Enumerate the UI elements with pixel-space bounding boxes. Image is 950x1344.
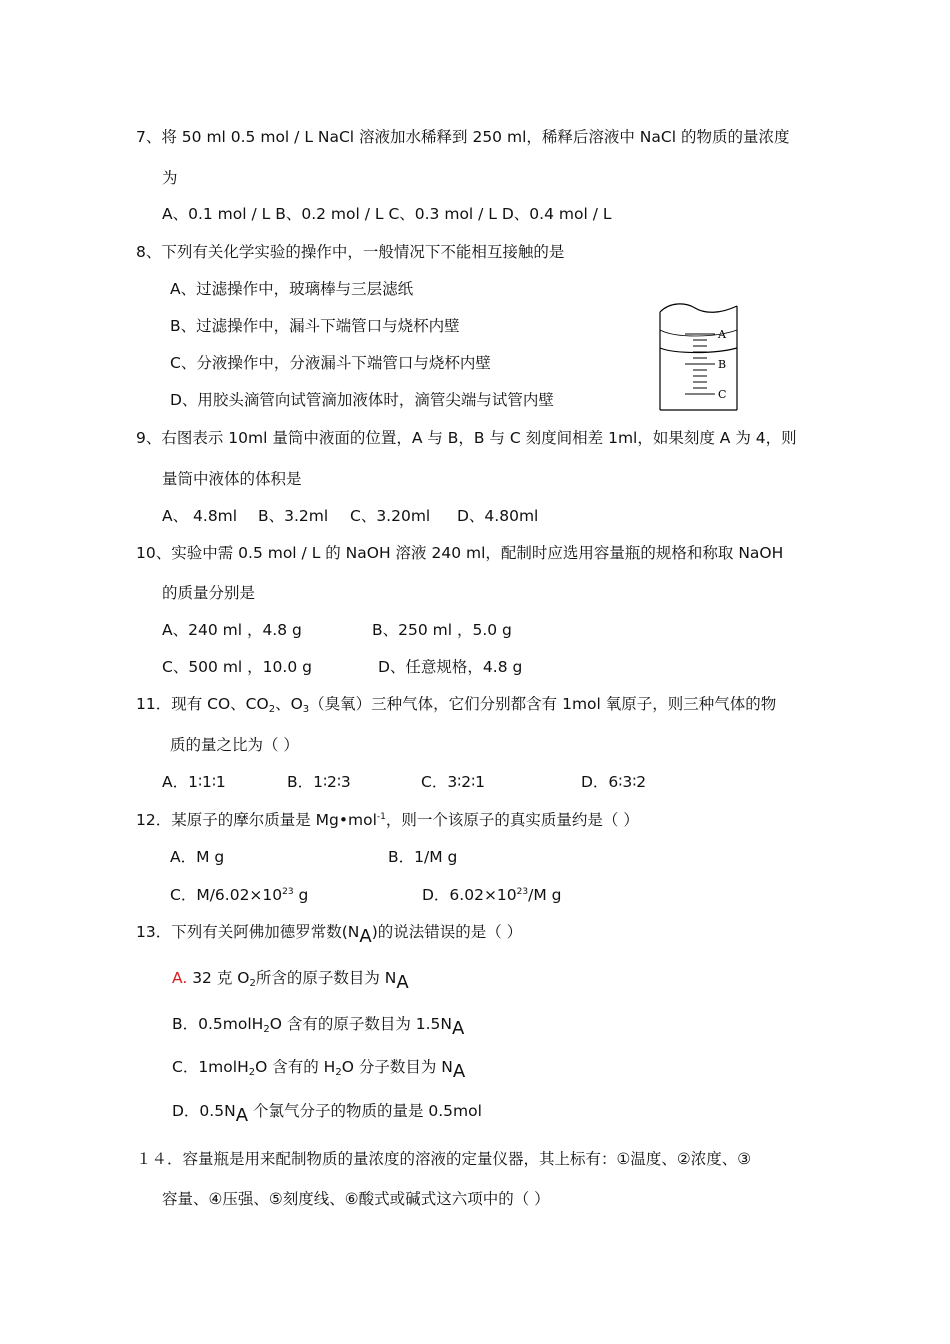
q13-option-d: D．0.5NA 个氯气分子的物质的量是 0.5mol [172, 1102, 482, 1126]
q12-stem: 12．某原子的摩尔质量是 Mg•mol$^{-1}$，则一个该原子的真实质量约是（ ） [136, 811, 639, 829]
scale-label-b: B [718, 358, 727, 371]
q9-option-b: B、3.2ml [258, 507, 329, 525]
q7-stem-line1: 7、将 50 ml 0.5 mol / L NaCl 溶液加水稀释到 250 ml，稀释后溶液中 NaCl 的物质的量浓度 [136, 128, 790, 146]
q11-option-b: B．1∶2∶3 [287, 773, 351, 791]
q10-option-d: D、任意规格，4.8 g [378, 658, 523, 676]
q11-option-c: C．3∶2∶1 [421, 773, 485, 791]
q9-option-d: D、4.80ml [457, 507, 539, 525]
q13-stem: 13．下列有关阿佛加德罗常数(NA)的说法错误的是（ ） [136, 923, 523, 947]
q11-option-d: D．6∶3∶2 [581, 773, 647, 791]
q8-option-b: B、过滤操作中，漏斗下端管口与烧杯内壁 [170, 317, 460, 335]
q12-option-c: C．$M/6.02\times 10^{23}$ g [170, 886, 309, 904]
scale-label-c: C [718, 388, 727, 401]
q8-stem: 8、下列有关化学实验的操作中，一般情况下不能相互接触的是 [136, 243, 565, 261]
scale-marks [685, 334, 715, 394]
q10-option-b: B、250 ml ，5.0 g [372, 621, 512, 639]
q13-option-c: C．1molH$_2$O 含有的 $H_2O$ 分子数目为 NA [172, 1058, 466, 1082]
q7-stem-line2: 为 [162, 169, 178, 187]
scale-label-a: A [718, 328, 726, 341]
q10-stem-line1: 10、实验中需 0.5 mol / L 的 NaOH 溶液 240 ml，配制时应选用容量瓶的规格和称取 NaOH [136, 544, 784, 562]
q10-option-c: C、500 ml ，10.0 g [162, 658, 312, 676]
q12-option-b: B．1/M g [388, 848, 458, 866]
q10-option-a: A、240 ml ，4.8 g [162, 621, 302, 639]
q9-option-a: A、 4.8ml [162, 507, 238, 525]
q10-stem-line2: 的质量分别是 [162, 584, 256, 602]
q13-option-a-label: A. [172, 969, 188, 987]
cylinder-top-rim [660, 304, 737, 312]
q12-option-a: A．M g [170, 848, 225, 866]
q8-option-a: A、过滤操作中，玻璃棒与三层滤纸 [170, 280, 414, 298]
q11-stem-line1: 11．现有 CO、$CO_2$、$O_3$（臭氧）三种气体，它们分别都含有 1mol 氧原子，则三种气体的物 [136, 695, 777, 715]
q11-option-a: A．1∶1∶1 [162, 773, 226, 791]
q14-stem-line1: １４．容量瓶是用来配制物质的量浓度的溶液的定量仪器，其上标有：①温度、②浓度、③ [136, 1150, 752, 1168]
q13-option-b: B．0.5molH$_2$O 含有的原子数目为 1.5NA [172, 1015, 465, 1039]
q14-stem-line2: 容量、④压强、⑤刻度线、⑥酸式或碱式这六项中的（ ） [162, 1190, 550, 1208]
q13-option-a: A. 32 克 $O_2$所含的原子数目为 NA [172, 969, 409, 993]
q11-stem-line2: 质的量之比为（ ） [170, 736, 299, 754]
q12-option-d: D．$6.02\times 10^{23}/M$ g [422, 886, 562, 904]
q9-stem-line1: 9、右图表示 10ml 量筒中液面的位置，A 与 B，B 与 C 刻度间相差 1ml，如果刻度 A 为 4，则 [136, 429, 797, 447]
q7-options: A、0.1 mol / L B、0.2 mol / L C、0.3 mol / L D、0.4 mol / L [162, 205, 612, 223]
q9-stem-line2: 量筒中液体的体积是 [162, 470, 302, 488]
graduated-cylinder-figure [655, 300, 745, 412]
q8-option-c: C、分液操作中，分液漏斗下端管口与烧杯内壁 [170, 354, 491, 372]
q9-option-c: C、3.20ml [350, 507, 431, 525]
q8-option-d: D、用胶头滴管向试管滴加液体时，滴管尖端与试管内壁 [170, 391, 554, 409]
